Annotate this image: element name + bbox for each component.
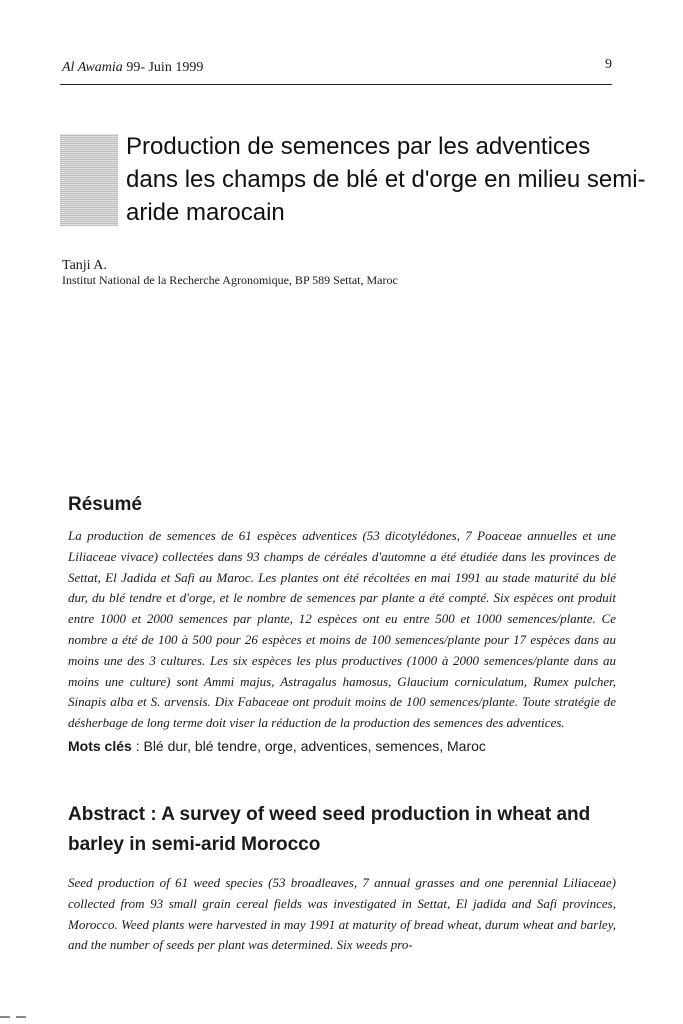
article-title: Production de semences par les adventices dans les champs de blé et d'orge en milieu semi-aride marocain xyxy=(126,133,646,226)
keywords-list: : Blé dur, blé tendre, orge, adventices, semences, Maroc xyxy=(131,738,486,754)
header-rule xyxy=(60,84,612,85)
title-shade-box xyxy=(60,134,118,226)
page-number: 9 xyxy=(605,57,612,72)
title-block xyxy=(60,130,646,230)
abstract-heading: Abstract : A survey of weed seed production in wheat and barley in semi-arid Morocco xyxy=(68,804,591,855)
journal-issue: 99- Juin 1999 xyxy=(122,60,204,75)
keywords-line xyxy=(68,738,486,754)
running-header xyxy=(62,57,612,80)
journal-name: Al Awamia xyxy=(62,60,123,75)
resume-paragraph: La production de semences de 61 espèces adventices (53 dicotylédones, 7 Poaceae annuelles et une Liliaceae vivace) collectées dans 93 champs de céréales d'automne a été étudiée dans les provinces de Settat, El Jadida et Safi au Maroc. Les plantes ont été récoltées en mai 1991 au stade maturité du blé dur, du blé tendre et d'orge, et le nombre de semences par plante a été compté. Six espèces ont produit entre 1000 et 2000 semences par plante, 12 espèces ont eu entre 500 et 1000 semences/plante. Ce nombre a été de 100 à 500 pour 26 espèces et moins de 100 semences/plante pour 17 espèces dans au moins une des 3 cultures. Les six espèces les plus productives (1000 à 2000 semences/plante dans au moins une culture) sont Ammi majus, Astragalus hamosus, Glaucium corniculatum, Rumex pulcher, Sinapis alba et S. arvensis. Dix Fabaceae ont produit moins de 100 semences/plante. Toute stratégie de désherbage de long terme doit viser la réduction de la production des semences des adventices. xyxy=(68,528,616,731)
abstract-paragraph: Seed production of 61 weed species (53 broadleaves, 7 annual grasses and one perennial Liliaceae) collected from 93 small grain cereal fields was investigated in Settat, El jadida and Safi provinces, Morocco. Weed plants were harvested in may 1991 at maturity of bread wheat, durum wheat and barley, and the number of seeds per plant was determined. Six weeds pro- xyxy=(68,875,616,953)
journal-citation xyxy=(62,60,203,76)
author-affiliation: Institut National de la Recherche Agronomique, BP 589 Settat, Maroc xyxy=(62,273,398,287)
author-name: Tanji A. xyxy=(62,258,107,273)
keywords-label: Mots clés xyxy=(68,738,132,754)
resume-heading: Résumé xyxy=(68,494,142,515)
scan-corner-mark xyxy=(0,1016,40,1018)
